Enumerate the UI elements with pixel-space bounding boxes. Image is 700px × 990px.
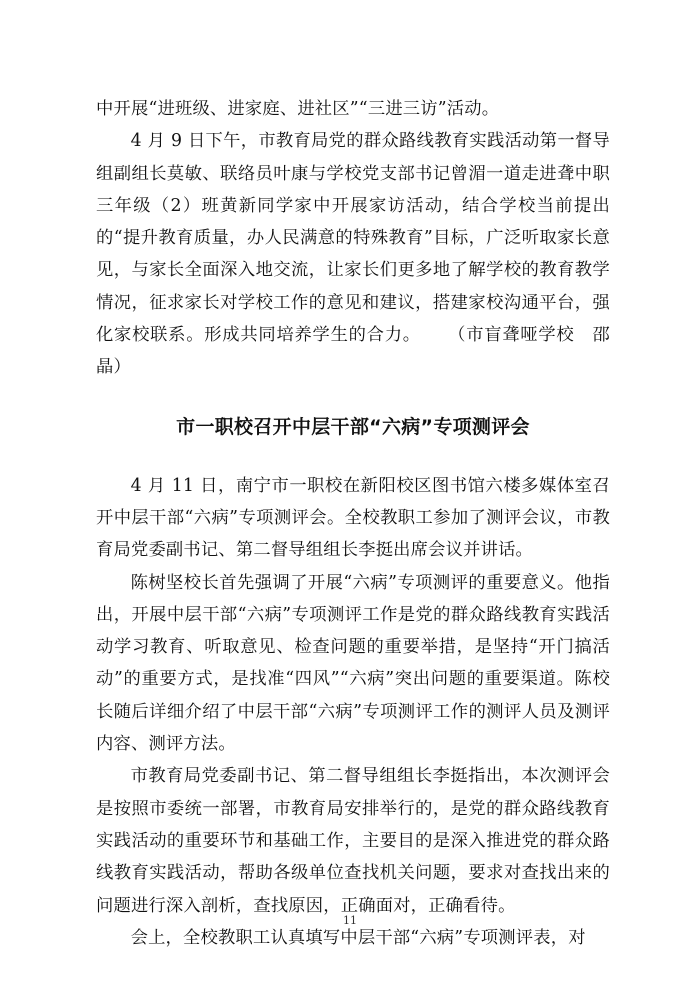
article2-paragraph-4: 会上，全校教职工认真填写中层干部“六病”专项测评表，对 (130, 927, 586, 948)
article1-paragraph-text: 4 月 9 日下午，市教育局党的群众路线教育实践活动第一督导组副组长莫敏、联络员叶康与学校党支部书记曾湄一道走进聋中职三年级（2）班黄新同学家中开展家访活动，结合学校当前提出的“提升教育质量，办人民满意的特殊教育”目标，广泛听取家长意见，与家长全面深入地交流，让家长们更多地了解学校的教育教学情况，征求家长对学校工作的意见和建议，搭建家校沟通平台，强化家校联系。形成共同培养学生的合力。 (96, 131, 610, 346)
article1-paragraph (96, 125, 610, 383)
article2-paragraph-1: 4 月 11 日，南宁市一职校在新阳校区图书馆六楼多媒体室召开中层干部“六病”专项测评会。全校教职工参加了测评会议，市教育局党委副书记、第二督导组组长李挺出席会议并讲话。 (96, 475, 610, 561)
article2-paragraph-3: 市教育局党委副书记、第二督导组组长李挺指出，本次测评会是按照市委统一部署，市教育局安排举行的，是党的群众路线教育实践活动的重要环节和基础工作，主要目的是深入推进党的群众路线教育实践活动，帮助各级单位查找机关问题，要求对查找出来的问题进行深入剖析，查找原因，正确面对，正确看待。 (96, 766, 610, 916)
article1-continuation: 中开展“进班级、进家庭、进社区”“三进三访”活动。 (96, 99, 500, 119)
page-body (96, 93, 610, 954)
page-number: 11 (343, 914, 357, 927)
article2-paragraph-2: 陈树坚校长首先强调了开展“六病”专项测评的重要意义。他指出，开展中层干部“六病”专项测评工作是党的群众路线教育实践活动学习教育、听取意见、检查问题的重要举措，是坚持“开门搞活动”的重要方式，是找准“四风”“六病”突出问题的重要渠道。陈校长随后详细介绍了中层干部“六病”专项测评工作的测评人员及测评内容、测评方法。 (96, 572, 610, 755)
article1-signature: （市盲聋哑学校 邵晶） (96, 325, 611, 378)
article2-title: 市一职校召开中层干部“六病”专项测评会 (176, 415, 530, 438)
